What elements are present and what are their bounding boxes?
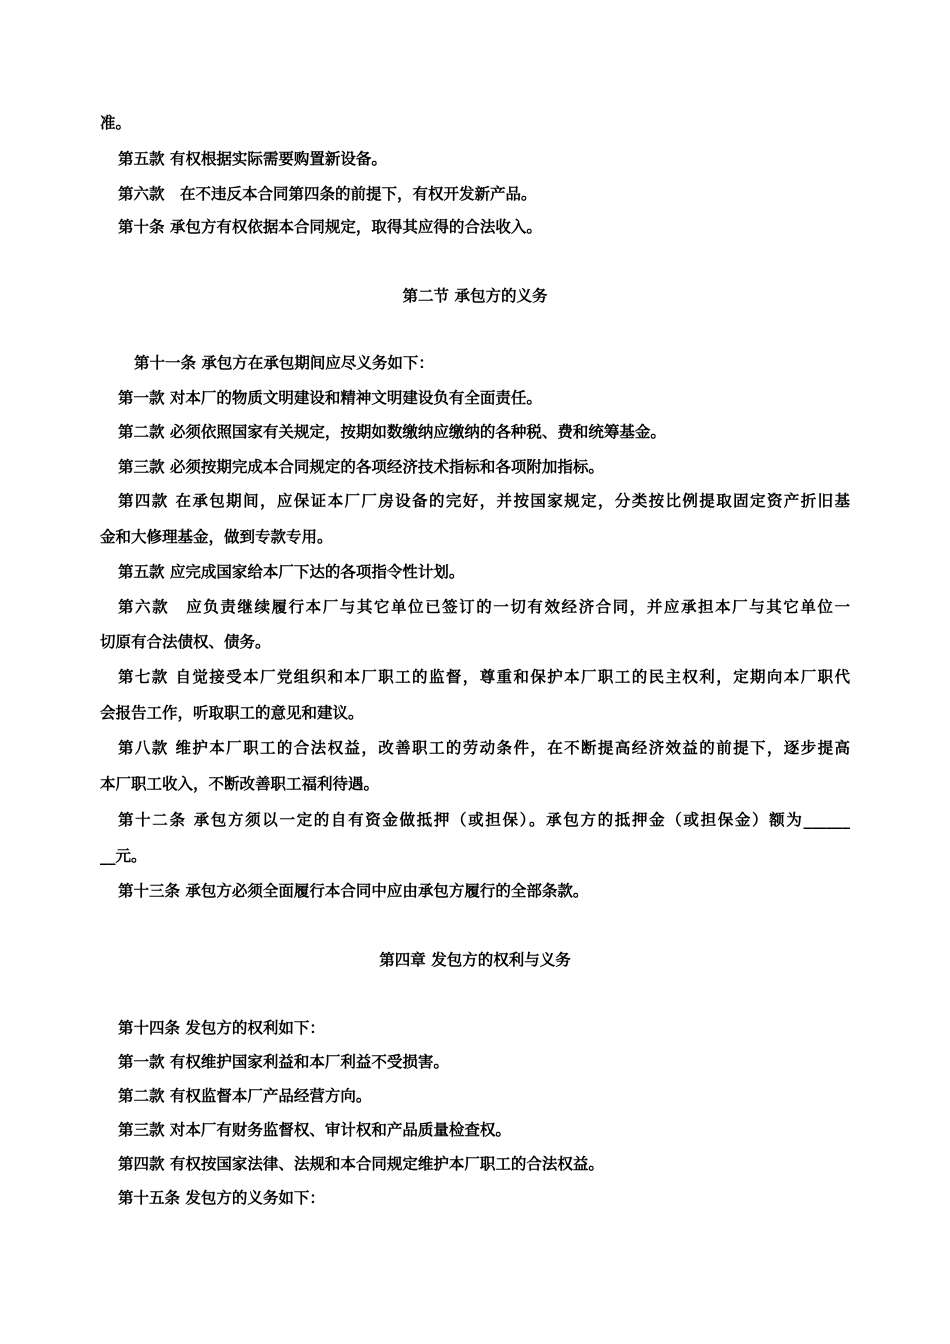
text-line: 切原有合法债权、债务。 [100,632,271,651]
text-line: 第一款 有权维护国家利益和本厂利益不受损害。 [118,1052,449,1071]
text-line: 第五款 有权根据实际需要购置新设备。 [118,149,387,168]
text-line: 第三款 对本厂有财务监督权、审计权和产品质量检查权。 [118,1120,511,1139]
text-line: 第二款 有权监督本厂产品经营方向。 [118,1086,372,1105]
section-heading: 第二节 承包方的义务 [402,286,548,305]
text-line: 第十四条 发包方的权利如下： [118,1018,325,1037]
text-line: 第八款 维护本厂职工的合法权益，改善职工的劳动条件，在不断提高经济效益的前提下，逐步提高 [118,738,850,757]
text-line: 第四款 在承包期间，应保证本厂厂房设备的完好，并按国家规定，分类按比例提取固定资产折旧基 [118,491,850,510]
text-line: 准。 [100,113,132,132]
text-line: 第十五条 发包方的义务如下： [118,1188,325,1207]
text-line: 第十二条 承包方须以一定的自有资金做抵押（或担保）。承包方的抵押金（或担保金）额为______ [118,810,850,829]
text-line: 第一款 对本厂的物质文明建设和精神文明建设负有全面责任。 [118,388,542,407]
text-line: __元。 [100,846,147,865]
text-line: 金和大修理基金，做到专款专用。 [100,527,333,546]
chapter-heading: 第四章 发包方的权利与义务 [379,950,571,969]
text-line: 第四款 有权按国家法律、法规和本合同规定维护本厂职工的合法权益。 [118,1154,604,1173]
text-line: 第三款 必须按期完成本合同规定的各项经济技术指标和各项附加指标。 [118,457,604,476]
text-line: 本厂职工收入，不断改善职工福利待遇。 [100,774,380,793]
text-line: 第二款 必须依照国家有关规定，按期如数缴纳应缴纳的各种税、费和统筹基金。 [118,422,666,441]
text-line: 会报告工作，听取职工的意见和建议。 [100,703,364,722]
text-line: 第十三条 承包方必须全面履行本合同中应由承包方履行的全部条款。 [118,881,589,900]
text-line: 第六款 应负责继续履行本厂与其它单位已签订的一切有效经济合同，并应承担本厂与其它单位一 [118,597,850,616]
text-line: 第五款 应完成国家给本厂下达的各项指令性计划。 [118,562,465,581]
text-line: 第六款 在不违反本合同第四条的前提下，有权开发新产品。 [118,184,537,203]
text-line: 第十条 承包方有权依据本合同规定，取得其应得的合法收入。 [118,217,542,236]
text-line: 第十一条 承包方在承包期间应尽义务如下： [134,353,434,372]
text-line: 第七款 自觉接受本厂党组织和本厂职工的监督，尊重和保护本厂职工的民主权利，定期向本厂职代 [118,667,850,686]
